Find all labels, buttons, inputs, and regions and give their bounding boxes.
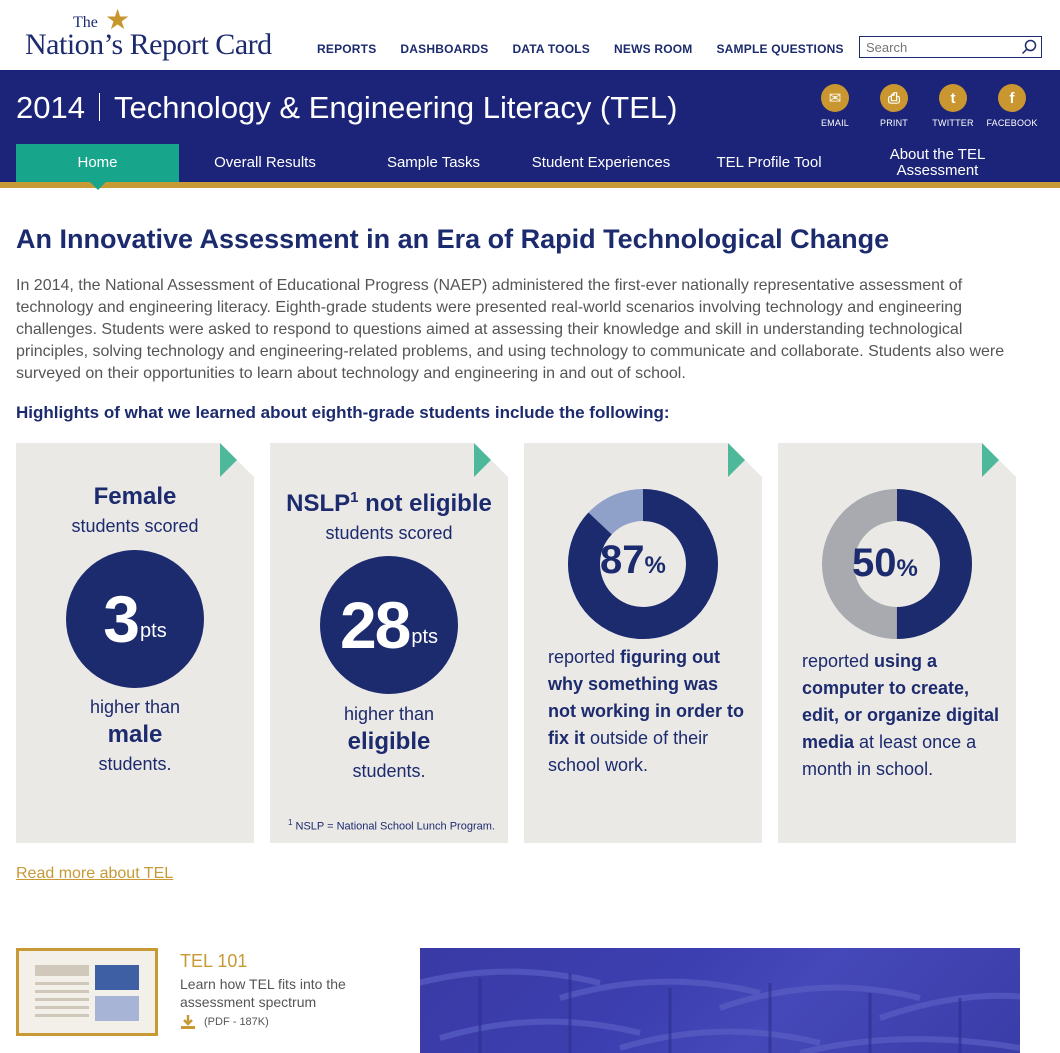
highlight-card-female (16, 443, 254, 843)
card4-post: at least once a month in school. (802, 732, 977, 779)
footnote-text: NSLP = National School Lunch Program. (292, 820, 495, 833)
site-logo[interactable] (25, 6, 275, 66)
tab-home-label: Home (77, 154, 118, 171)
active-tab-caret (90, 182, 106, 190)
card3-pre: reported (548, 647, 621, 667)
tab-student-experiences[interactable] (520, 144, 682, 182)
card2-number: 28 (339, 588, 410, 662)
card2-unit: pts (411, 625, 439, 648)
card3-bold: figuring out why something was not working in order to fix it (548, 647, 744, 748)
highlight-card-digital-media (778, 443, 1016, 843)
banner-title-text: Technology & Engineering Literacy (TEL) (113, 90, 678, 125)
tab-overall-results[interactable] (185, 144, 345, 182)
card4-bold: using a computer to create, edit, or organize digital media (802, 651, 1000, 752)
card2-footnote (288, 818, 508, 833)
card2-score-bubble (320, 556, 458, 694)
card2-title-rest: not eligible (358, 490, 492, 517)
tab-about-tel[interactable] (860, 144, 1015, 182)
nav-dashboards[interactable]: DASHBOARDS (400, 42, 489, 56)
read-more-link[interactable]: Read more about TEL (16, 865, 174, 882)
share-twitter-label: TWITTER (932, 118, 974, 128)
card4-text (802, 648, 1002, 783)
card2-sub: students scored (325, 523, 453, 543)
tab-home[interactable] (16, 144, 179, 182)
banner (0, 70, 1060, 188)
card3-post: outside of their school work. (548, 728, 709, 775)
card4-percent (852, 541, 918, 586)
logo-text: Nation’s Report Card (25, 28, 272, 61)
star-icon: ★ (105, 4, 131, 35)
share-facebook[interactable] (982, 84, 1042, 128)
card2-title (270, 489, 508, 518)
card1-score-bubble (66, 550, 204, 688)
card1-after3: students. (98, 754, 172, 774)
document-icon (19, 951, 155, 1033)
top-bar (0, 0, 1060, 70)
tab-sample-tasks-label: Sample Tasks (386, 154, 481, 171)
card1-unit: pts (140, 619, 167, 642)
share-email-label: EMAIL (820, 118, 849, 128)
card3-percent (600, 538, 666, 583)
email-icon: ✉ (821, 84, 849, 112)
facebook-icon: f (998, 84, 1026, 112)
tab-tel-profile-tool[interactable] (690, 144, 848, 182)
card2-title-nslp: NSLP (286, 490, 351, 517)
card1-number: 3 (103, 582, 139, 656)
card2-after1: higher than (343, 704, 435, 724)
tel101-description: Learn how TEL fits into the assessment spectrum (180, 976, 346, 1010)
share-print-label: PRINT (880, 118, 908, 128)
share-email[interactable] (805, 84, 865, 128)
tel101-title[interactable]: TEL 101 (180, 951, 248, 971)
card1-after1: higher than (89, 697, 181, 717)
download-icon (180, 1014, 196, 1030)
card1-title: Female (93, 483, 177, 510)
classroom-photo (420, 948, 1020, 1053)
card2-title-sup: 1 (350, 489, 359, 506)
search-box (859, 36, 1042, 58)
page-title (16, 90, 677, 126)
print-icon: ⎙ (880, 84, 908, 112)
share-print[interactable] (864, 84, 924, 128)
tab-sample-tasks[interactable] (355, 144, 512, 182)
card4-percent-number: 50 (852, 541, 897, 585)
card3-percent-number: 87 (600, 538, 645, 582)
card1-sub: students scored (71, 516, 199, 536)
search-icon[interactable] (1021, 39, 1037, 55)
card2-after2: eligible (347, 728, 431, 755)
tab-student-experiences-label: Student Experiences (531, 154, 671, 171)
share-twitter[interactable] (923, 84, 983, 128)
share-facebook-label: FACEBOOK (986, 118, 1038, 128)
photo-image (420, 948, 1020, 1053)
highlight-card-figuring-out (524, 443, 762, 843)
footnote-sup: 1 (288, 818, 293, 827)
card3-percent-sign: % (644, 552, 666, 579)
twitter-icon: t (939, 84, 967, 112)
title-divider (99, 93, 100, 121)
tab-overall-results-label: Overall Results (214, 154, 316, 171)
card4-pre: reported (802, 651, 875, 671)
card4-percent-sign: % (896, 555, 918, 582)
nav-sample-questions[interactable]: SAMPLE QUESTIONS (716, 42, 844, 56)
highlight-card-nslp (270, 443, 508, 843)
top-nav (317, 42, 868, 56)
card1-after2: male (107, 721, 163, 748)
section-tabs (0, 144, 1060, 182)
nav-news-room[interactable]: NEWS ROOM (614, 42, 693, 56)
tab-about-tel-label: About the TEL Assessment (889, 146, 986, 179)
tab-tel-profile-tool-label: TEL Profile Tool (716, 154, 822, 171)
search-input[interactable] (860, 37, 1010, 57)
main-heading: An Innovative Assessment in an Era of Rapid Technological Change (16, 224, 890, 254)
logo-the: The (73, 14, 98, 31)
card3-text (548, 644, 748, 779)
intro-paragraph: In 2014, the National Assessment of Educational Progress (NAEP) administered the first-ever nationally representative assessment of technology and engineering literacy. Eighth-grade students were presented real-world scenarios involving technology and engineering challenges. Students were asked to respond to questions aimed at assessing their knowledge and skill in understanding technological principles, solving technology and engineering-related problems, and using technology to communicate and collaborate. Students also were surveyed on their opportunities to learn about technology and engineering in and out of school. (16, 277, 1005, 382)
nav-reports[interactable]: REPORTS (317, 42, 377, 56)
nav-data-tools[interactable]: DATA TOOLS (512, 42, 590, 56)
highlights-heading: Highlights of what we learned about eighth-grade students include the following: (16, 403, 670, 422)
card2-after3: students. (352, 761, 426, 781)
banner-year: 2014 (16, 90, 85, 125)
tel101-pdf-link[interactable] (180, 1014, 269, 1030)
tel101-pdf-label: (PDF - 187K) (204, 1016, 269, 1028)
tel101-thumbnail[interactable] (16, 948, 158, 1036)
